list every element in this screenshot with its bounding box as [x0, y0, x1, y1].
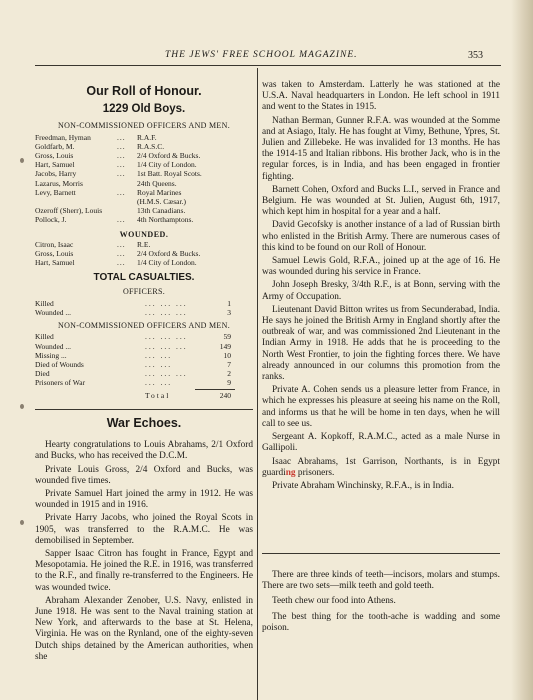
- leader-dots: ...: [117, 141, 126, 151]
- right-column: [262, 80, 500, 492]
- unit-name: 2/4 Oxford & Bucks.: [137, 151, 201, 161]
- roster-row: [35, 151, 253, 160]
- roster-row: [35, 160, 253, 169]
- echo-paragraph: Isaac Abrahams, 1st Garrison, Northants, is in Egypt guarding prisoners.: [262, 456, 500, 478]
- unit-name: Royal Marines: [137, 187, 182, 197]
- leader-dots: ... ... ...: [145, 341, 188, 351]
- echo-paragraph: was taken to Amsterdam. Latterly he was stationed at the U.S.A. Naval headquarters in London. He left school in 1911 and went to the States in 1915.: [262, 80, 500, 113]
- casualty-row: [35, 378, 253, 387]
- leader-dots: ...: [117, 132, 126, 142]
- header-rule: [35, 65, 501, 66]
- leader-dots: ...: [117, 249, 126, 259]
- casualty-count: 149: [219, 341, 231, 351]
- casualty-row: [35, 342, 253, 351]
- running-header: [0, 50, 533, 64]
- wounded-heading: WOUNDED.: [119, 229, 169, 239]
- roster-row: [35, 215, 253, 224]
- section-rule: [262, 553, 500, 554]
- leader-dots: [117, 206, 137, 215]
- echo-paragraph: Barnett Cohen, Oxford and Bucks L.I., served in France and Belgium. He was wounded at St. Julien, August 6th, 1917, which kept him in hospital for a year and a half.: [262, 184, 500, 218]
- echo-paragraph: Private Louis Gross, 2/4 Oxford and Bucks, was wounded five times.: [35, 464, 253, 486]
- echo-paragraph: Lieutenant David Bitton writes us from Secunderabad, India. He says he joined the British Army in England shortly after the outbreak of war, and was commissioned 2nd Lieutenant in the Indian Army in 1918. He adds that he is proceeding to the North West Frontier, to join the fighting forces there. We have already announced in our columns this promotion from the ranks.: [262, 304, 500, 383]
- soldier-name: Hart, Samuel: [35, 160, 75, 170]
- casualty-count: 10: [223, 350, 231, 360]
- casualty-label: Wounded ...: [35, 308, 72, 318]
- unit-name: 2/4 Oxford & Bucks.: [137, 249, 201, 259]
- casualty-label: Missing ...: [35, 350, 67, 360]
- total-value: 240: [219, 390, 231, 400]
- leader-dots: ...: [117, 187, 126, 197]
- soldier-name: Levy, Barnett: [35, 187, 76, 197]
- roster-row: [35, 133, 253, 142]
- unit-name: 1/4 City of London.: [137, 160, 197, 170]
- unit-name: 13th Canadians.: [137, 206, 186, 216]
- soldier-name: Goldfarb, M.: [35, 141, 75, 151]
- casualty-row: [35, 332, 253, 341]
- casualties-heading: TOTAL CASUALTIES.: [93, 272, 195, 284]
- echo-paragraph: Samuel Lewis Gold, R.F.A., joined up at the age of 16. He was wounded during his service in France.: [262, 256, 500, 278]
- casualty-total-row: [35, 391, 253, 400]
- casualty-label: Wounded ...: [35, 341, 72, 351]
- soldier-name: Freedman, Hyman: [35, 132, 91, 142]
- sum-rule: [195, 389, 235, 390]
- casualty-label: Died: [35, 369, 50, 379]
- roster-row: [35, 169, 253, 178]
- leader-dots: ...: [117, 169, 126, 179]
- nco-list: [35, 133, 253, 225]
- leader-dots: ... ... ...: [145, 369, 188, 379]
- roster-row: [35, 179, 253, 188]
- echo-paragraph: Private Harry Jacobs, who joined the Royal Scots in 1905, was transferred to the R.A.M.C. He was demobilised in September.: [35, 513, 253, 546]
- unit-name: 1/4 City of London.: [137, 258, 197, 268]
- roster-row: [35, 249, 253, 258]
- officers-casualty-list: [35, 299, 253, 317]
- roster-row: [35, 258, 253, 267]
- leader-dots: [117, 197, 137, 206]
- binding-hole: [20, 520, 24, 525]
- casualty-row: [35, 308, 253, 317]
- casualty-row: [35, 351, 253, 360]
- leader-dots: ... ... ...: [145, 332, 188, 342]
- echo-paragraph: Sergeant A. Kopkoff, R.A.M.C., acted as a male Nurse in Gallipoli.: [262, 432, 500, 454]
- leader-dots: [117, 179, 137, 188]
- echo-paragraph: Private Abraham Winchinsky, R.F.A., is in India.: [272, 480, 454, 491]
- echo-paragraph: Private A. Cohen sends us a pleasure letter from France, in which he expresses his pleasure at seeing his name on the Roll, and informs us that he will be home in ten days, when he will call to see us.: [262, 385, 500, 429]
- men-casualty-list: [35, 332, 253, 387]
- column-rule: [257, 68, 258, 700]
- soldier-name: Gross, Louis: [35, 249, 74, 259]
- echo-paragraph: Sapper Isaac Citron has fought in France, Egypt and Mesopotamia. He joined the R.E. in 1916, was transferred to the R.F., and finally re-transferred to the Engineers. He was wounded twice.: [35, 548, 253, 593]
- casualty-label: Killed: [35, 298, 54, 308]
- soldier-name: Gross, Louis: [35, 151, 74, 161]
- leader-dots: ... ... ...: [145, 308, 188, 318]
- unit-name: 24th Queens.: [137, 178, 177, 188]
- war-echoes-heading: War Echoes.: [106, 415, 182, 430]
- soldier-name: Jacobs, Harry: [35, 169, 77, 179]
- echo-paragraph: Hearty congratulations to Louis Abrahams, 2/1 Oxford and Bucks, who has received the D.C.M.: [35, 440, 253, 462]
- leader-dots: ...: [117, 215, 126, 225]
- red-ink-mark: ng: [285, 467, 296, 478]
- echoes-right-text: [262, 116, 500, 455]
- soldier-name: Citron, Isaac: [35, 239, 74, 249]
- unit-name: 4th Northamptons.: [137, 215, 194, 225]
- casualty-count: 3: [227, 308, 231, 318]
- soldier-name: Hart, Samuel: [35, 258, 75, 268]
- roster-row: [35, 197, 253, 206]
- unit-name: R.A.S.C.: [137, 141, 165, 151]
- casualty-label: Killed: [35, 332, 54, 342]
- section-rule: [35, 409, 253, 410]
- binding-hole: [20, 158, 24, 163]
- leader-dots: ...: [117, 151, 126, 161]
- leader-dots: ...: [117, 239, 126, 249]
- unit-name: (H.M.S. Cæsar.): [137, 197, 186, 207]
- soldier-name: [35, 197, 117, 206]
- casualty-count: 1: [227, 298, 231, 308]
- casualty-row: [35, 369, 253, 378]
- magazine-title: THE JEWS' FREE SCHOOL MAGAZINE.: [165, 50, 358, 60]
- echo-paragraph: John Joseph Bresky, 3/4th R.F., is at Bonn, serving with the Army of Occupation.: [262, 280, 500, 302]
- leader-dots: ... ... ...: [145, 298, 188, 308]
- unit-name: R.E.: [137, 239, 151, 249]
- casualty-label: Died of Wounds: [35, 360, 84, 370]
- left-column: [35, 80, 253, 665]
- casualty-count: 59: [223, 332, 231, 342]
- leader-dots: ... ...: [145, 360, 173, 370]
- casualty-count: 9: [227, 378, 231, 388]
- wounded-list: [35, 240, 253, 268]
- total-label: Total: [145, 390, 171, 400]
- leader-dots: ...: [117, 160, 126, 170]
- echo-paragraph: Private Samuel Hart joined the army in 1912. He was wounded in 1915 and in 1916.: [35, 488, 253, 511]
- leader-dots: ... ...: [145, 378, 173, 388]
- soldier-name: Pollock, J.: [35, 215, 67, 225]
- leader-dots: ...: [117, 258, 126, 268]
- casualty-row: [35, 299, 253, 308]
- old-boys-subheading: 1229 Old Boys.: [102, 103, 186, 116]
- echo-paragraph: Nathan Berman, Gunner R.F.A. was wounded at the Somme and at Asiago, Italy. He has fought at Vimy, Bethune, Ypres, St. Julien and Zillebeke. He was invalided for 13 months. He has the 1914-15 and Italian ribbons. His brother Jack, who is in the regular forces, is in India, and has been engaged in frontier fighting.: [262, 115, 500, 182]
- casualty-count: 7: [227, 360, 231, 370]
- teeth-howlers: [262, 570, 500, 638]
- roster-row: [35, 142, 253, 151]
- soldier-name: Lazarus, Morris: [35, 178, 83, 188]
- men-heading: NON-COMMISSIONED OFFICERS AND MEN.: [58, 321, 230, 331]
- roll-of-honour-heading: Our Roll of Honour.: [86, 84, 202, 98]
- unit-name: 1st Batt. Royal Scots.: [137, 169, 202, 179]
- officers-heading: OFFICERS.: [122, 286, 166, 296]
- teeth-paragraph: The best thing for the tooth-ache is wadding and some poison.: [262, 611, 500, 633]
- teeth-paragraph: Teeth chew our food into Athens.: [272, 596, 396, 607]
- roster-row: [35, 206, 253, 215]
- roster-row: [35, 188, 253, 197]
- soldier-name: Ozeroff (Sherr), Louis: [35, 206, 103, 216]
- page-number: 353: [468, 50, 483, 61]
- binding-hole: [20, 404, 24, 409]
- echo-paragraph: Abraham Alexander Zenober, U.S. Navy, enlisted in June 1918. He was sent to the Naval training station at New York, and afterwards to the base at St. Helena, Virginia. He was on the Rynland, one of the eighty-seven Dutch ships detained by the American authorities, when she: [35, 595, 253, 662]
- echoes-left-text: [35, 440, 253, 663]
- teeth-paragraph: There are three kinds of teeth—incisors, molars and stumps. There are two sets—milk teeth and gold teeth.: [262, 570, 500, 592]
- casualty-row: [35, 360, 253, 369]
- roster-row: [35, 240, 253, 249]
- casualty-count: 2: [227, 369, 231, 379]
- unit-name: R.A.F.: [137, 132, 157, 142]
- casualty-label: Prisoners of War: [35, 378, 86, 388]
- page-edge-shadow: [511, 0, 533, 700]
- nco-heading: NON-COMMISSIONED OFFICERS AND MEN.: [58, 121, 230, 131]
- leader-dots: ... ...: [145, 350, 173, 360]
- echo-paragraph: David Gecofsky is another instance of a lad of Russian birth who enlisted in the British Army. There are numerous cases of this kind to be found on our Roll of Honour.: [262, 220, 500, 253]
